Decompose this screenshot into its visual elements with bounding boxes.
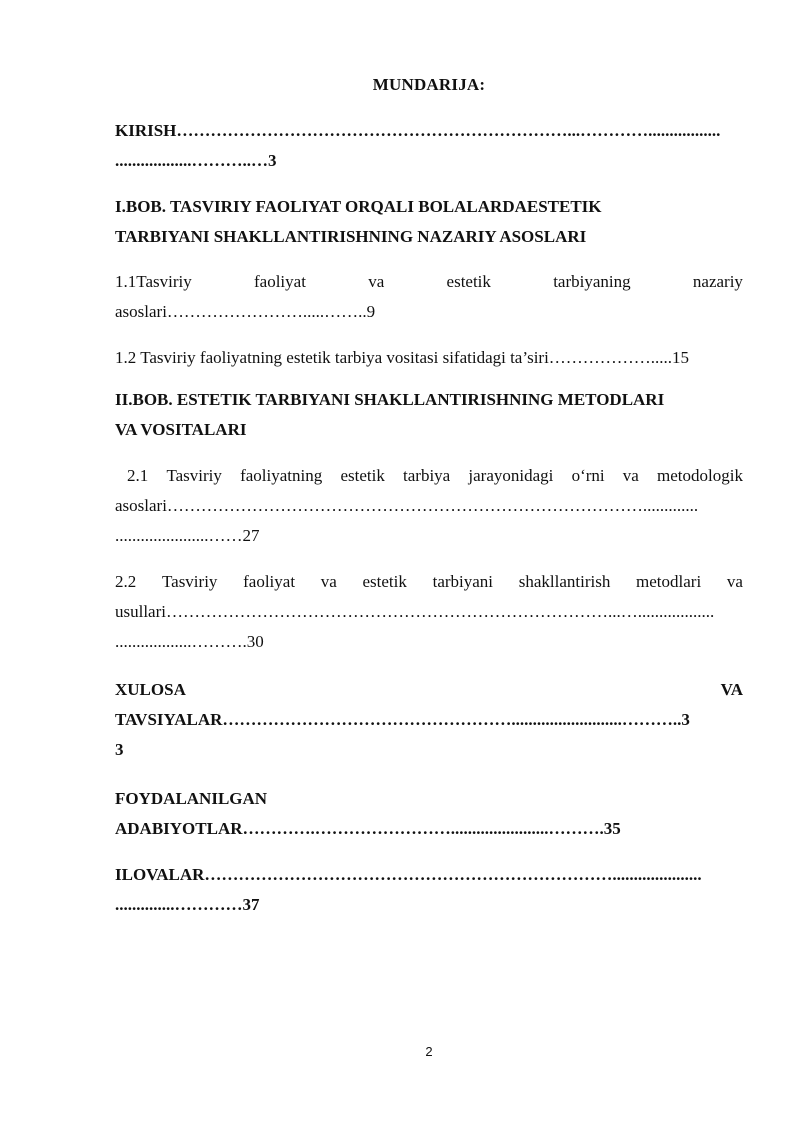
toc-line: 3: [115, 740, 124, 759]
toc-line: ......................……27: [115, 526, 260, 545]
toc-word: nazariy: [692, 272, 743, 291]
toc-word: tarbiya: [403, 466, 451, 485]
toc-line: ..............…………37: [115, 895, 260, 914]
toc-word: va: [726, 572, 743, 591]
toc-word: 2.2: [115, 572, 137, 591]
toc-word: va: [622, 466, 639, 485]
toc-justified-line: [115, 267, 743, 297]
toc-word: o‘rni: [571, 466, 605, 485]
toc-line: ..................………..…3: [115, 151, 277, 170]
toc-line: II.BOB. ESTETIK TARBIYANI SHAKLLANTIRISHNING METODLARI: [115, 390, 665, 409]
toc-line: 1.2 Tasviriy faoliyatning estetik tarbiya vositasi sifatidagi ta’siri……………….....15: [115, 348, 690, 367]
toc-entry-adabiyotlar[interactable]: [115, 784, 743, 844]
toc-line: ..................……….30: [115, 632, 264, 651]
page-number: 2: [425, 1044, 433, 1059]
toc-line: usullari……………………………………………………………………...…..................: [115, 602, 715, 621]
toc-word: XULOSA: [115, 680, 186, 699]
toc-justified-line: [115, 461, 743, 491]
toc-justified-line: [115, 675, 743, 705]
toc-word: shakllantirish: [518, 572, 611, 591]
toc-word: faoliyat: [243, 572, 296, 591]
toc-word: 1.1Tasviriy: [115, 272, 192, 291]
toc-line: asoslari…………………….....……..9: [115, 302, 376, 321]
toc-entry-kirish[interactable]: [115, 116, 743, 176]
toc-word: tarbiyani: [432, 572, 494, 591]
toc-line: TAVSIYALAR……………………………………………..........................………..3: [115, 710, 690, 729]
toc-line: VA VOSITALARI: [115, 420, 247, 439]
toc-line: KIRISH……………………………………………………………...………….................: [115, 121, 721, 140]
page-title: MUNDARIJA:: [372, 75, 486, 94]
toc-justified-line: [115, 567, 743, 597]
toc-word: 2.1: [127, 466, 149, 485]
toc-word: estetik: [362, 572, 407, 591]
toc-word: tarbiyaning: [553, 272, 631, 291]
toc-line: ILOVALAR……………………………………………………………….....................: [115, 865, 702, 884]
toc-word: faoliyatning: [240, 466, 323, 485]
toc-line: TARBIYANI SHAKLLANTIRISHNING NAZARIY ASOSLARI: [115, 227, 587, 246]
toc-word: jarayonidagi: [468, 466, 554, 485]
toc-word: Tasviriy: [166, 466, 222, 485]
toc-word: va: [368, 272, 385, 291]
toc-word: metodlari: [636, 572, 702, 591]
toc-entry-xulosa[interactable]: [115, 675, 743, 765]
toc-word: estetik: [446, 272, 491, 291]
toc-line: I.BOB. TASVIRIY FAOLIYAT ORQALI BOLALARDAESTETIK: [115, 197, 602, 216]
toc-entry-section-1-2[interactable]: [115, 343, 743, 373]
toc-word: va: [320, 572, 337, 591]
toc-entry-section-1-1[interactable]: [115, 267, 743, 327]
toc-word: VA: [720, 680, 743, 699]
toc-line: ADABIYOTLAR………….…………………….......................……….35: [115, 819, 621, 838]
toc-word: faoliyat: [254, 272, 306, 291]
toc-line: asoslari………………………………………………………………………….............: [115, 496, 699, 515]
toc-line: FOYDALANILGAN: [115, 789, 268, 808]
toc-entry-bob-1[interactable]: [115, 192, 743, 252]
toc-entry-ilovalar[interactable]: [115, 860, 743, 920]
toc-entry-section-2-1[interactable]: [115, 461, 743, 551]
toc-entry-section-2-2[interactable]: [115, 567, 743, 657]
toc-word: Tasviriy: [161, 572, 218, 591]
toc-word: estetik: [340, 466, 385, 485]
toc-entry-bob-2[interactable]: [115, 385, 743, 445]
toc-word: metodologik: [657, 466, 743, 485]
